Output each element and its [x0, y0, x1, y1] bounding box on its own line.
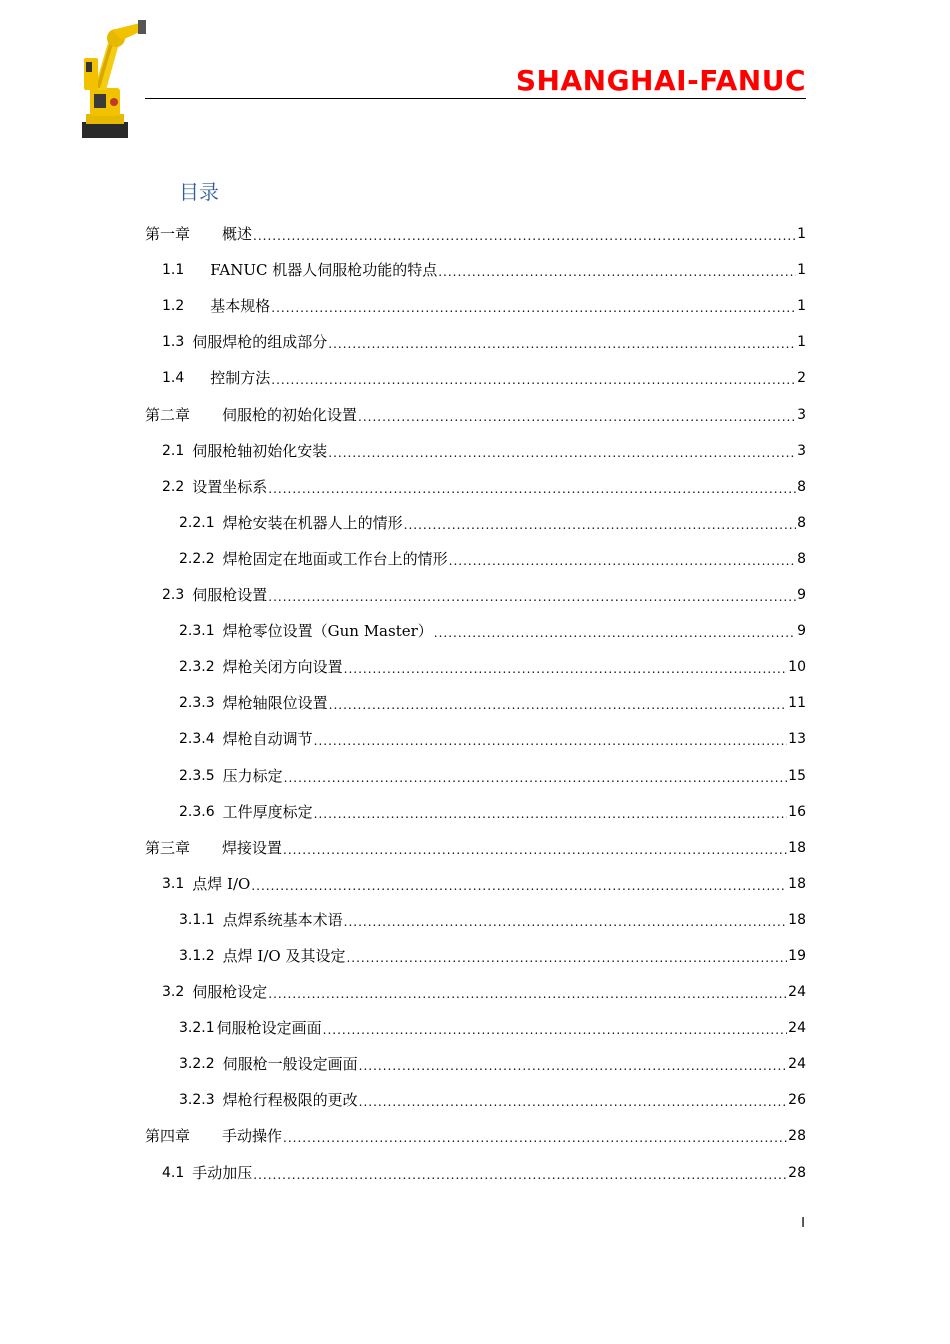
toc-entry-page: 3 [797, 406, 806, 423]
toc-entry-page: 3 [797, 442, 806, 459]
toc-entry[interactable] [145, 791, 806, 827]
toc-leader-dots [271, 301, 796, 315]
toc-entry[interactable] [145, 393, 806, 429]
toc-entry[interactable] [145, 285, 806, 321]
toc-leader-dots [268, 482, 796, 496]
toc-entry-title: 点焊 I/O [192, 874, 251, 893]
toc-entry-number: 4.1 [162, 1164, 185, 1181]
toc-entry[interactable] [145, 466, 806, 502]
toc-entry[interactable] [145, 1151, 806, 1187]
toc-entry-number: 2.1 [162, 442, 185, 459]
toc-entry-title: 设置坐标系 [192, 477, 268, 496]
toc-entry-page: 2 [797, 370, 806, 387]
toc-entry-title: 伺服枪一般设定画面 [222, 1055, 358, 1074]
toc-entry-title: FANUC 机器人伺服枪功能的特点 [210, 261, 438, 280]
toc-entry-title: 点焊系统基本术语 [222, 910, 343, 929]
toc-leader-dots [271, 373, 796, 387]
toc-entry-page: 9 [797, 587, 806, 604]
toc-entry-title: 伺服枪设定画面 [216, 1019, 322, 1038]
toc-entry-number: 3.2.2 [179, 1056, 215, 1073]
toc-entry-number: 1.4 [162, 370, 185, 387]
toc-leader-dots [329, 698, 788, 712]
toc-entry-number: 2.3.2 [179, 659, 215, 676]
toc-entry-page: 26 [788, 1092, 806, 1109]
toc-leader-dots [268, 590, 796, 604]
toc-entry[interactable] [145, 899, 806, 935]
toc-entry-page: 11 [788, 695, 806, 712]
brand-title: SHANGHAI-FANUC [515, 64, 806, 97]
toc-leader-dots [283, 843, 787, 857]
toc-entry-title: 焊枪零位设置（Gun Master） [222, 622, 433, 641]
toc-entry[interactable] [145, 538, 806, 574]
toc-entry-title: 焊枪轴限位设置 [222, 694, 328, 713]
toc-entry-page: 19 [788, 947, 806, 964]
toc-entry-page: 18 [788, 875, 806, 892]
toc-entry-page: 16 [788, 803, 806, 820]
toc-entry[interactable] [145, 646, 806, 682]
toc-leader-dots [284, 771, 788, 785]
toc-entry[interactable] [145, 1079, 806, 1115]
header-divider [145, 98, 806, 99]
toc-entry-page: 1 [797, 298, 806, 315]
toc-entry[interactable] [145, 430, 806, 466]
toc-entry-page: 10 [788, 659, 806, 676]
toc-leader-dots [359, 1095, 788, 1109]
toc-entry-title: 控制方法 [210, 369, 271, 388]
toc-heading: 目录 [179, 180, 219, 204]
toc-entry-title: 基本规格 [210, 297, 271, 316]
toc-leader-dots [449, 554, 796, 568]
toc-entry-page: 1 [797, 334, 806, 351]
toc-entry[interactable] [145, 935, 806, 971]
toc-entry-number: 3.2.3 [179, 1092, 215, 1109]
toc-entry-title: 焊接设置 [222, 838, 283, 857]
toc-entry-title: 伺服枪设置 [192, 586, 268, 605]
toc-entry-title: 焊枪固定在地面或工作台上的情形 [222, 549, 448, 568]
toc-leader-dots [328, 446, 796, 460]
toc-entry-page: 24 [788, 1020, 806, 1037]
toc-entry-title: 焊枪自动调节 [222, 730, 313, 749]
toc-leader-dots [268, 987, 787, 1001]
toc-entry-page: 8 [797, 550, 806, 567]
toc-entry-page: 18 [788, 839, 806, 856]
toc-entry[interactable] [145, 249, 806, 285]
toc-entry-number: 第二章 [145, 405, 191, 424]
toc-entry-page: 15 [788, 767, 806, 784]
fanuc-robot-logo [76, 18, 150, 142]
toc-entry-number: 2.3.4 [179, 731, 215, 748]
toc-leader-dots [323, 1023, 788, 1037]
toc-entry[interactable] [145, 682, 806, 718]
toc-entry-number: 2.3.5 [179, 767, 215, 784]
toc-entry-page: 13 [788, 731, 806, 748]
toc-leader-dots [434, 626, 796, 640]
toc-entry-number: 3.1.1 [179, 911, 215, 928]
toc-leader-dots [359, 1059, 788, 1073]
toc-entry[interactable] [145, 213, 806, 249]
toc-entry-number: 2.3.3 [179, 695, 215, 712]
toc-entry-number: 第一章 [145, 225, 191, 244]
toc-entry-title: 点焊 I/O 及其设定 [222, 946, 346, 965]
toc-entry-page: 9 [797, 623, 806, 640]
toc-leader-dots [314, 807, 788, 821]
toc-entry[interactable] [145, 574, 806, 610]
toc-entry-page: 28 [788, 1164, 806, 1181]
toc-entry-number: 3.1.2 [179, 947, 215, 964]
toc-entry-page: 1 [797, 226, 806, 243]
toc-entry[interactable] [145, 502, 806, 538]
toc-leader-dots [438, 265, 796, 279]
toc-entry[interactable] [145, 1043, 806, 1079]
toc-entry-number: 2.3.1 [179, 623, 215, 640]
toc-entry-number: 3.1 [162, 875, 185, 892]
toc-entry-page: 24 [788, 984, 806, 1001]
toc-entry[interactable] [145, 863, 806, 899]
toc-entry-title: 焊枪行程极限的更改 [222, 1091, 358, 1110]
toc-leader-dots [404, 518, 796, 532]
toc-leader-dots [346, 951, 787, 965]
toc-leader-dots [253, 1168, 787, 1182]
toc-entry-number: 2.3.6 [179, 803, 215, 820]
toc-entry-title: 伺服焊枪的组成部分 [192, 333, 328, 352]
toc-entry-title: 焊枪关闭方向设置 [222, 658, 343, 677]
toc-entry-page: 1 [797, 262, 806, 279]
toc-entry-page: 24 [788, 1056, 806, 1073]
toc-entry-number: 2.3 [162, 587, 185, 604]
toc-entry-title: 手动加压 [192, 1163, 253, 1182]
toc-entry[interactable] [145, 1115, 806, 1151]
toc-leader-dots [253, 229, 796, 243]
toc-leader-dots [344, 662, 788, 676]
toc-entry-number: 3.2.1 [179, 1020, 215, 1037]
toc-entry-title: 焊枪安装在机器人上的情形 [222, 513, 403, 532]
toc-leader-dots [328, 337, 796, 351]
toc-entry-title: 伺服枪设定 [192, 983, 268, 1002]
toc-entry-number: 1.1 [162, 262, 185, 279]
page-number: I [801, 1216, 805, 1231]
toc-entry-title: 手动操作 [222, 1127, 283, 1146]
toc-leader-dots [344, 915, 788, 929]
toc-entry-title: 工件厚度标定 [222, 802, 313, 821]
toc-entry[interactable] [145, 1007, 806, 1043]
toc-entry-title: 伺服枪轴初始化安装 [192, 441, 328, 460]
toc-entry-title: 伺服枪的初始化设置 [222, 405, 358, 424]
table-of-contents [145, 213, 806, 1188]
toc-leader-dots [283, 1131, 787, 1145]
toc-entry[interactable] [145, 357, 806, 393]
toc-entry[interactable] [145, 971, 806, 1007]
toc-entry-number: 第三章 [145, 838, 191, 857]
toc-entry-number: 3.2 [162, 984, 185, 1001]
toc-entry[interactable] [145, 718, 806, 754]
toc-entry[interactable] [145, 321, 806, 357]
toc-entry-number: 2.2 [162, 478, 185, 495]
toc-entry-page: 8 [797, 514, 806, 531]
toc-entry[interactable] [145, 827, 806, 863]
toc-entry-number: 1.3 [162, 334, 185, 351]
toc-entry-page: 28 [788, 1128, 806, 1145]
toc-entry-title: 压力标定 [222, 766, 283, 785]
toc-leader-dots [358, 410, 796, 424]
toc-leader-dots [314, 734, 788, 748]
toc-leader-dots [251, 879, 787, 893]
toc-entry[interactable] [145, 754, 806, 790]
toc-entry-number: 第四章 [145, 1127, 191, 1146]
toc-entry-page: 18 [788, 911, 806, 928]
toc-entry-number: 2.2.1 [179, 514, 215, 531]
toc-entry-page: 8 [797, 478, 806, 495]
toc-entry[interactable] [145, 610, 806, 646]
toc-entry-title: 概述 [222, 225, 253, 244]
toc-entry-number: 2.2.2 [179, 550, 215, 567]
toc-entry-number: 1.2 [162, 298, 185, 315]
